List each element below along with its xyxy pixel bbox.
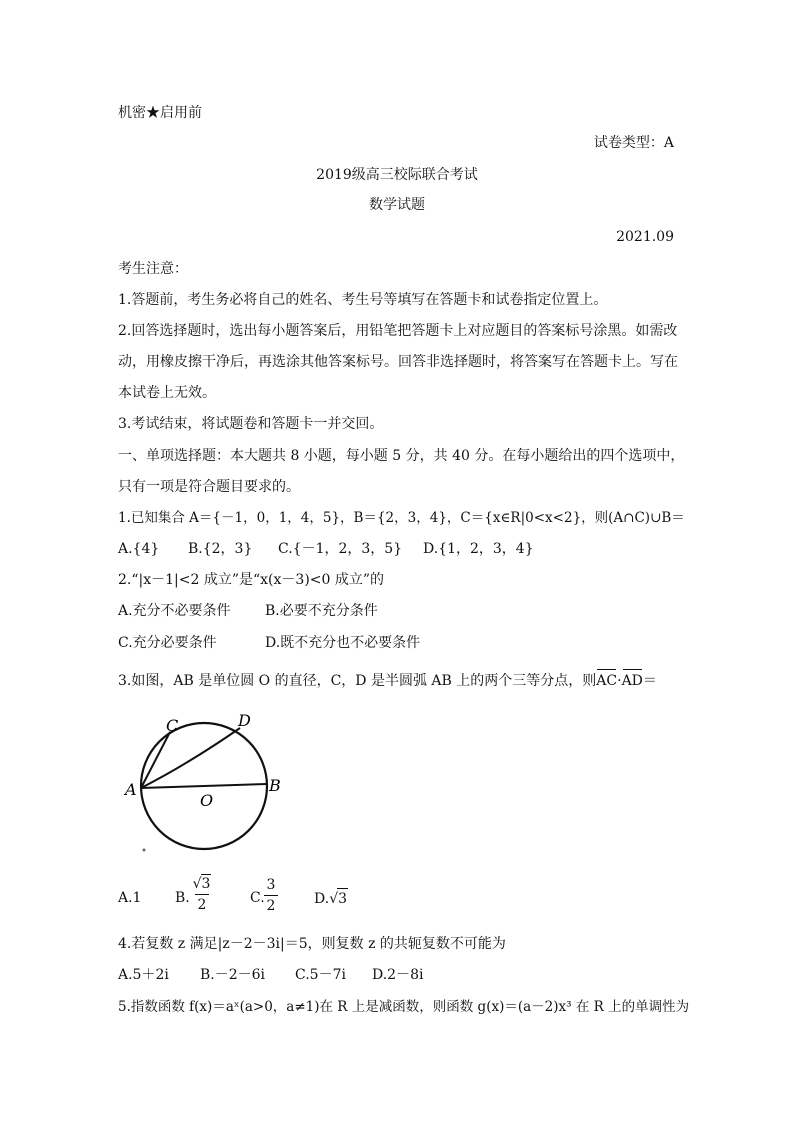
fraction-bar — [195, 894, 209, 895]
q4-option-d: D.2－8i — [372, 967, 424, 983]
paper-type: 试卷类型：A — [593, 135, 674, 151]
q4-option-c: C.5－7i — [295, 967, 346, 983]
q3-option-a: A.1 — [118, 890, 142, 906]
q4-stem: 4.若复数 z 满足|z－2－3i|＝5，则复数 z 的共轭复数不可能为 — [118, 936, 506, 952]
q2-option-c: C.充分必要条件 — [118, 635, 217, 651]
notice-line-2a: 2.回答选择题时，选出每小题答案后，用铅笔把答题卡上对应题目的答案标号涂黑。如需改 — [118, 323, 678, 339]
notice-line-2c: 本试卷上无效。 — [118, 385, 216, 401]
label-a: A — [125, 780, 137, 799]
q1-option-d: D.{1，2，3，4} — [423, 541, 534, 557]
q2-option-b: B.必要不充分条件 — [265, 603, 378, 619]
dot-product-sign: · — [617, 673, 622, 689]
q2-option-d: D.既不充分也不必要条件 — [265, 635, 421, 651]
q1-option-c: C.{－1，2，3，5} — [278, 541, 403, 557]
q3-option-b-label: B. — [175, 890, 190, 906]
q2-stem: 2.“|x－1|<2 成立”是“x(x－3)<0 成立”的 — [118, 572, 385, 588]
radical-icon: √ — [329, 891, 339, 907]
vector-arrow-icon — [597, 669, 616, 670]
q4-option-b: B.－2－6i — [200, 967, 266, 983]
exam-date: 2021.09 — [616, 229, 674, 245]
q5-stem: 5.指数函数 f(x)＝aˣ(a>0，a≠1)在 R 上是减函数，则函数 g(x)＝(a－2)x³ 在 R 上的单调性为 — [118, 999, 690, 1015]
exam-title: 2019级高三校际联合考试 — [316, 167, 478, 183]
section-heading-2: 只有一项是符合题目要求的。 — [118, 479, 300, 495]
q2-option-a: A.充分不必要条件 — [118, 603, 231, 619]
notice-line-3: 3.考试结束，将试题卷和答题卡一并交回。 — [118, 416, 384, 432]
radical-icon: √3 — [192, 876, 211, 892]
diameter-ab — [141, 784, 267, 788]
q3-option-c-fraction: 3 2 — [264, 876, 278, 915]
vector-ad: AD — [622, 671, 643, 691]
notice-line-2b: 动，用橡皮擦干净后，再选涂其他答案标号。回答非选择题时，将答案写在答题卡上。写在 — [118, 354, 678, 370]
q4-option-a: A.5＋2i — [118, 967, 169, 983]
label-o: O — [200, 791, 214, 810]
q3-stem-text: 3.如图，AB 是单位圆 O 的直径，C，D 是半圆弧 AB 上的两个三等分点，则 — [118, 673, 597, 689]
notice-title: 考生注意： — [118, 261, 188, 277]
fraction-bar — [264, 895, 278, 896]
vector-arrow-icon — [623, 669, 642, 670]
q3-stem — [118, 671, 657, 691]
q1-option-b: B.{2，3} — [188, 541, 253, 557]
equals-sign: ＝ — [642, 673, 657, 689]
q1-stem: 1.已知集合 A＝{－1，0，1，4，5}，B＝{2，3，4}，C＝{x∈R|0<x<2}，则(A∩C)∪B＝ — [118, 510, 685, 526]
circle-figure — [118, 712, 298, 862]
section-heading-1: 一、单项选择题：本大题共 8 小题，每小题 5 分，共 40 分。在每小题给出的四个选项中， — [118, 448, 685, 464]
confidential-mark: 机密★启用前 — [118, 105, 202, 121]
subject-title: 数学试题 — [369, 197, 425, 213]
label-b: B — [269, 776, 281, 795]
q1-option-a: A.{4} — [118, 541, 160, 557]
vector-ac: AC — [596, 671, 617, 691]
notice-line-1: 1.答题前，考生务必将自己的姓名、考生号等填写在答题卡和试卷指定位置上。 — [118, 292, 608, 308]
label-d: D — [238, 712, 251, 730]
speck — [143, 849, 146, 852]
label-c: C — [166, 716, 179, 735]
q3-option-c-label: C. — [250, 890, 265, 906]
q3-option-b-fraction: √3 2 — [190, 874, 214, 914]
q3-option-d: D.√3 — [314, 888, 348, 909]
